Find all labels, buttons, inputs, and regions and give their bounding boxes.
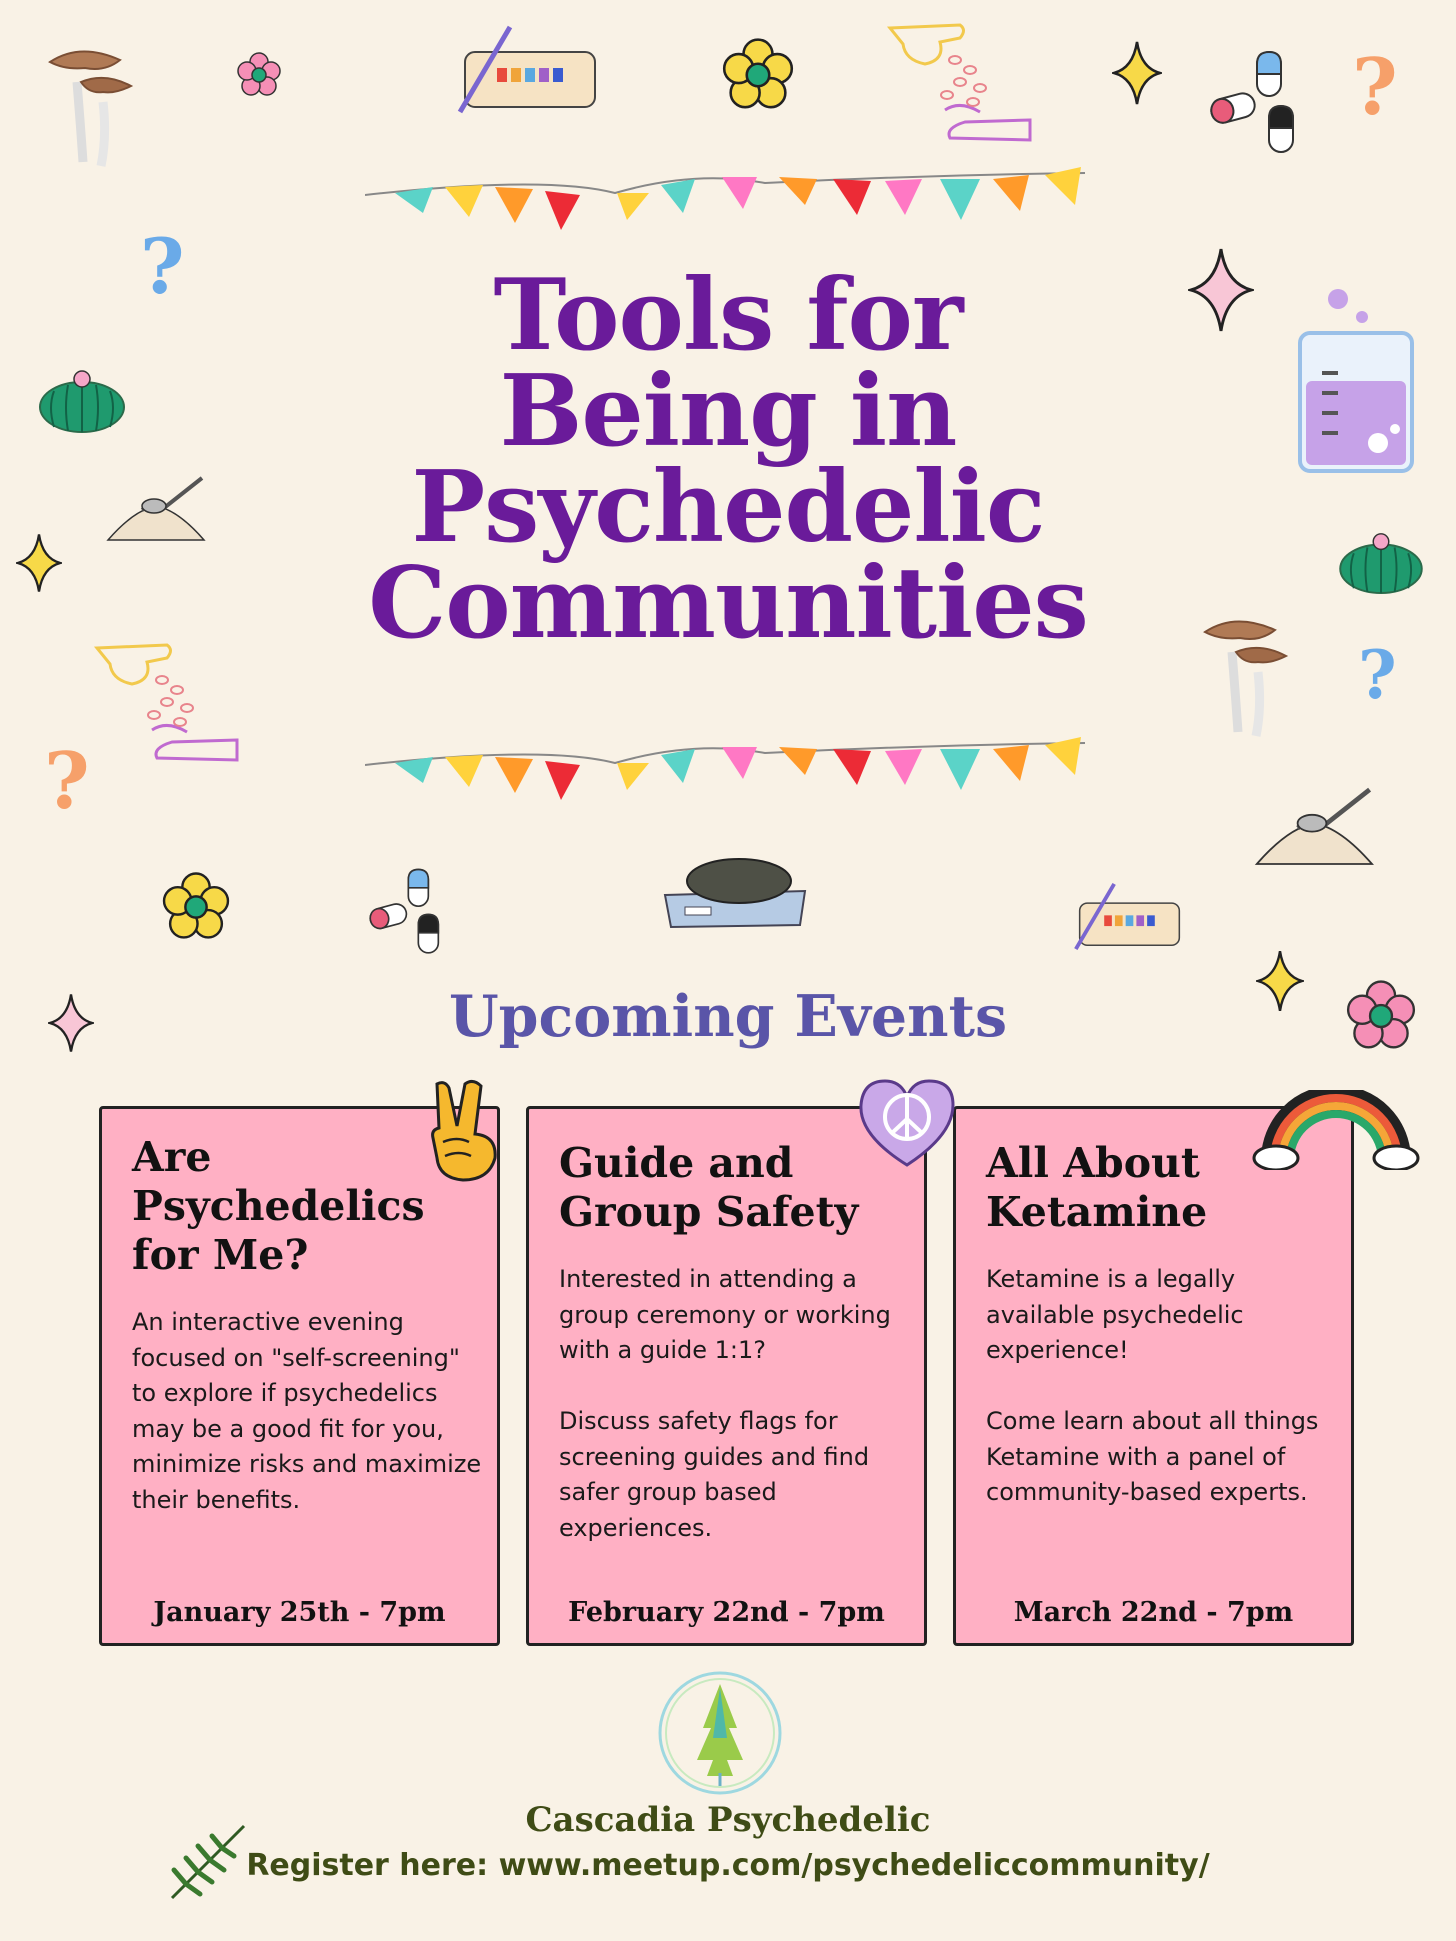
event-card — [526, 1106, 927, 1646]
question-mark-icon: ? — [44, 736, 90, 827]
register-line — [0, 1848, 1456, 1884]
event-date: March 22nd - 7pm — [1013, 1597, 1294, 1628]
event-title: Are Psychedelics for Me? — [132, 1133, 425, 1279]
register-link[interactable]: www.meetup.com/psychedeliccommunity/ — [498, 1848, 1210, 1883]
peace-hand-icon — [423, 1078, 503, 1183]
sparkle-icon — [1112, 40, 1162, 106]
scale-icon — [655, 845, 815, 930]
peace-heart-icon — [855, 1075, 960, 1170]
cascadia-logo — [655, 1668, 785, 1798]
upcoming-events-heading: Upcoming Events — [448, 983, 1008, 1050]
rainbow-icon — [1252, 1090, 1420, 1170]
title-line: Communities — [368, 546, 1088, 661]
beaker-icon — [1280, 285, 1415, 475]
test-kit-icon — [455, 22, 605, 117]
cactus-icon — [36, 365, 128, 433]
event-date: January 25th - 7pm — [153, 1597, 446, 1628]
powder-scoop-icon — [1250, 780, 1380, 870]
poster-title — [300, 258, 1156, 661]
capsules-icon — [365, 862, 465, 962]
bunting-top-icon — [365, 165, 1085, 255]
powder-scoop-icon — [104, 470, 209, 545]
test-kit-icon — [1072, 880, 1187, 953]
capsules-icon — [1205, 48, 1325, 158]
sparkle-icon — [1188, 240, 1254, 340]
sparkle-icon — [16, 530, 62, 596]
event-title: Guide and Group Safety — [559, 1139, 859, 1236]
event-title: All About Ketamine — [986, 1139, 1208, 1236]
hands-pills-icon — [885, 20, 1035, 145]
flower-pink-icon — [236, 52, 282, 98]
bunting-bottom-icon — [365, 735, 1085, 825]
cactus-icon — [1336, 528, 1426, 594]
event-description: Ketamine is a legally available psychedelic experience! Come learn about all things Ketamine with a panel of community-based experts. — [986, 1265, 1319, 1506]
question-mark-icon: ? — [140, 222, 185, 311]
event-date: February 22nd - 7pm — [568, 1597, 885, 1628]
event-description: Interested in attending a group ceremony or working with a guide 1:1? Discuss safety flags for screening guides and find safer group based experiences. — [559, 1265, 891, 1542]
flower-yellow-icon — [720, 38, 796, 112]
title-line: Being in — [499, 354, 957, 469]
hands-pills-icon — [92, 640, 242, 765]
mushroom-icon — [1200, 612, 1290, 742]
question-mark-icon: ? — [1358, 636, 1397, 714]
event-card — [99, 1106, 500, 1646]
title-line: Tools for — [493, 258, 963, 373]
event-description: An interactive evening focused on "self-screening" to explore if psychedelics may be a good fit for you, minimize risks and maximize their benefits. — [132, 1308, 482, 1514]
title-line: Psychedelic — [411, 450, 1045, 565]
organization-name: Cascadia Psychedelic — [525, 1800, 931, 1840]
mushroom-icon — [45, 42, 135, 172]
event-card — [953, 1106, 1354, 1646]
register-prefix: Register here: — [246, 1848, 499, 1883]
flower-yellow-icon — [160, 872, 232, 942]
question-mark-icon: ? — [1352, 42, 1398, 133]
